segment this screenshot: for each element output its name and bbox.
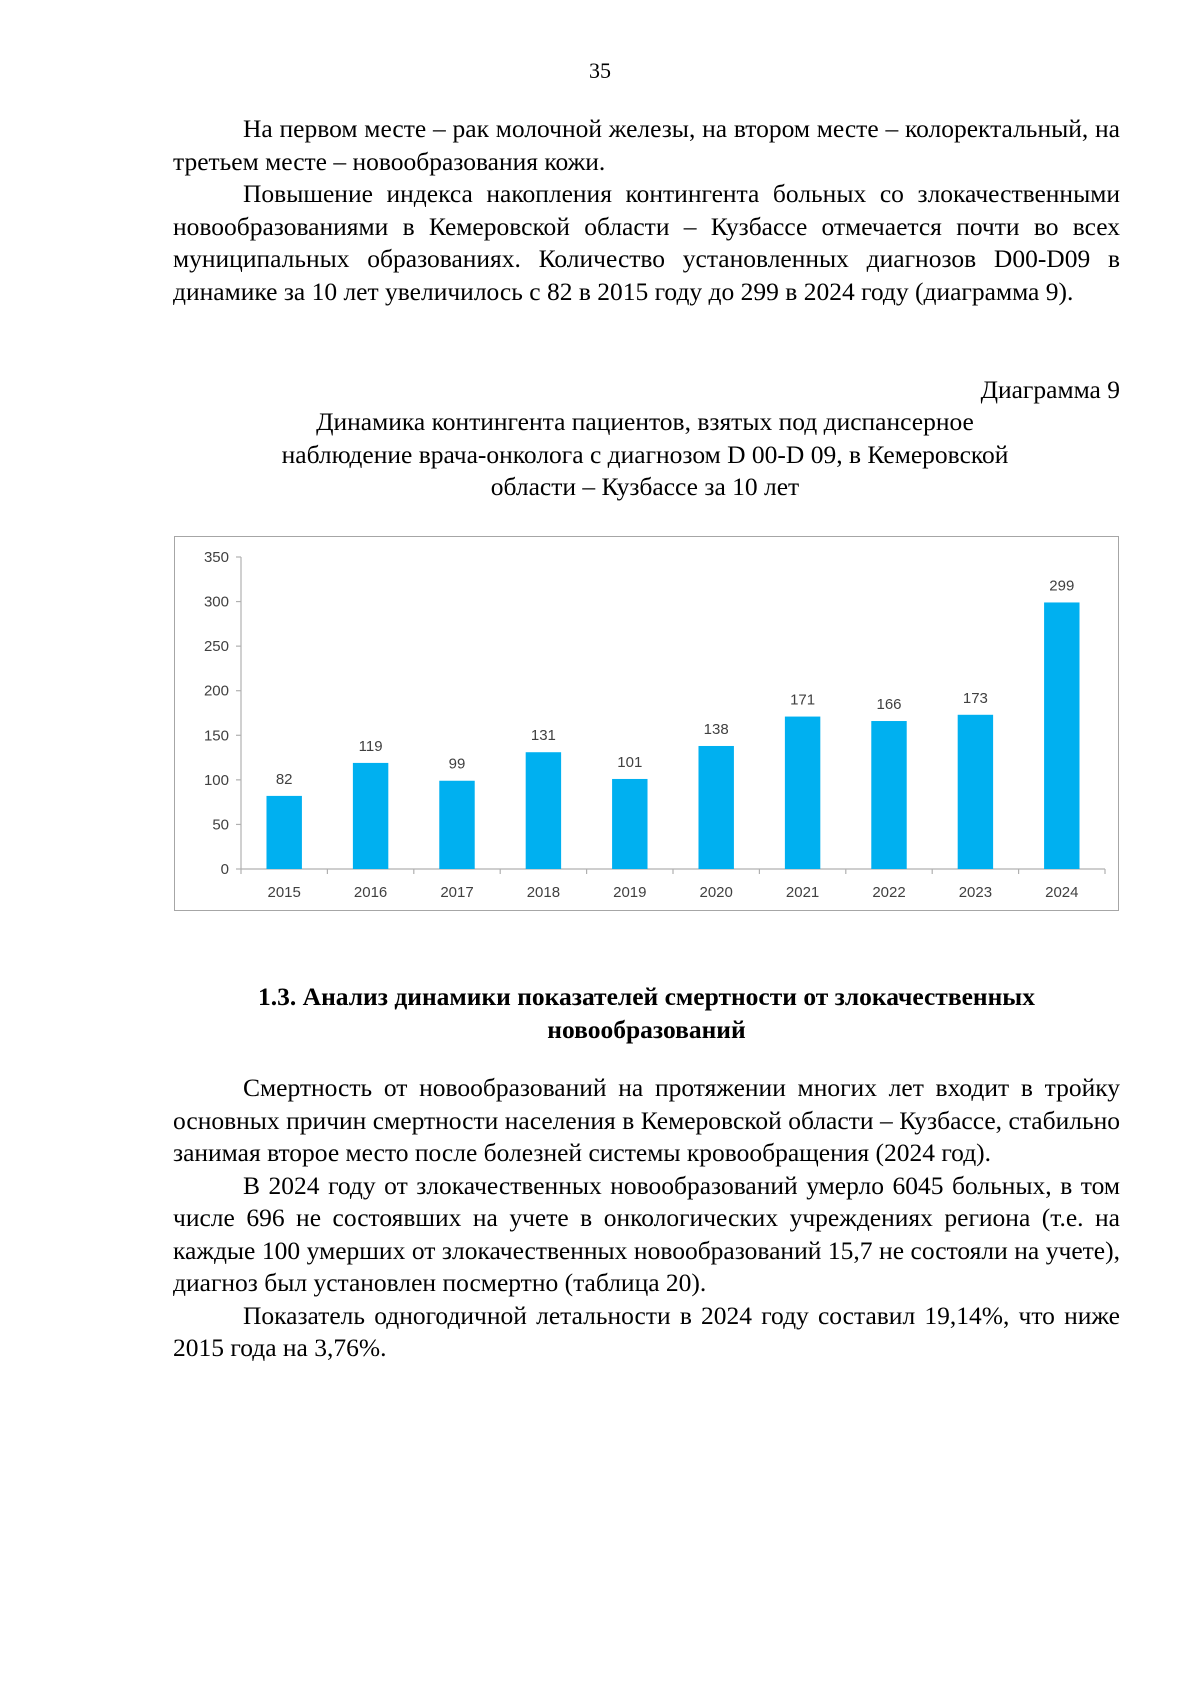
- paragraph: В 2024 году от злокачественных новообразований умерло 6045 больных, в том числе 696 не состоявших на учете в онкологических учреждениях региона (т.е. на каждые 100 умерших от злокачественных новообразований 15,7 не состояли на учете), диагноз был установлен посмертно (таблица 20).: [173, 1170, 1120, 1297]
- bar-chart-frame: [174, 536, 1119, 911]
- y-tick-label: 150: [203, 727, 229, 745]
- intro-text: [173, 113, 1120, 308]
- bar: [612, 779, 647, 869]
- data-label: 99: [448, 755, 466, 773]
- x-tick-label: 2022: [872, 884, 906, 901]
- x-tick-label: 2019: [613, 884, 647, 901]
- page-number: 35: [589, 58, 611, 83]
- bar: [958, 715, 993, 869]
- section-heading: 1.3. Анализ динамики показателей смертности от злокачественных новообразований: [258, 982, 1035, 1044]
- data-label: 82: [275, 770, 293, 788]
- data-label: 166: [876, 696, 902, 714]
- bar: [266, 796, 301, 869]
- bar: [871, 721, 906, 869]
- x-tick-label: 2017: [440, 884, 474, 901]
- data-label: 119: [358, 737, 383, 755]
- data-label: 173: [962, 689, 988, 707]
- diagram-title: Динамика контингента пациентов, взятых под диспансерное наблюдение врача-онколога с диагнозом D 00-D 09, в Кемеровской области – Кузбассе за 10 лет: [281, 407, 1009, 501]
- data-label: 101: [617, 753, 643, 771]
- data-label: 299: [1049, 577, 1075, 595]
- bar: [526, 752, 561, 869]
- y-tick-label: 300: [203, 593, 229, 611]
- x-tick-label: 2023: [958, 884, 993, 901]
- y-tick-label: 200: [203, 682, 229, 700]
- bar: [698, 746, 733, 869]
- y-tick-label: 250: [203, 638, 229, 656]
- data-label: 171: [790, 691, 816, 709]
- data-label: 138: [703, 720, 729, 738]
- x-tick-label: 2024: [1045, 884, 1079, 901]
- x-tick-label: 2016: [353, 884, 388, 901]
- bar: [353, 763, 388, 869]
- diagram-label: Диаграмма 9: [980, 375, 1120, 404]
- bar: [439, 781, 474, 869]
- bar: [785, 717, 820, 869]
- x-tick-label: 2015: [267, 884, 301, 901]
- bar-chart: [175, 537, 1120, 912]
- y-tick-label: 350: [203, 549, 229, 566]
- x-tick-label: 2021: [785, 884, 820, 901]
- section-text: [173, 1072, 1120, 1365]
- x-tick-label: 2018: [526, 884, 561, 901]
- y-tick-label: 100: [203, 771, 229, 789]
- y-tick-label: 0: [220, 861, 229, 878]
- y-tick-label: 50: [212, 816, 229, 834]
- paragraph: Повышение индекса накопления контингента больных со злокачественными новообразованиями в Кемеровской области – Кузбассе отмечается почти во всех муниципальных образованиях. Количество установленных диагнозов D00-D09 в динамике за 10 лет увеличилось с 82 в 2015 году до 299 в 2024 году (диаграмма 9).: [173, 179, 1120, 306]
- x-tick-label: 2020: [699, 884, 733, 901]
- data-label: 131: [530, 727, 556, 745]
- paragraph: На первом месте – рак молочной железы, на втором месте – колоректальный, на третьем месте – новообразования кожи.: [173, 114, 1120, 176]
- bar: [1044, 602, 1079, 869]
- paragraph: Показатель одногодичной летальности в 2024 году составил 19,14%, что ниже 2015 года на 3,76%.: [173, 1300, 1120, 1362]
- paragraph: Смертность от новообразований на протяжении многих лет входит в тройку основных причин смертности населения в Кемеровской области – Кузбассе, стабильно занимая второе место после болезней системы кровообращения (2024 год).: [173, 1073, 1120, 1167]
